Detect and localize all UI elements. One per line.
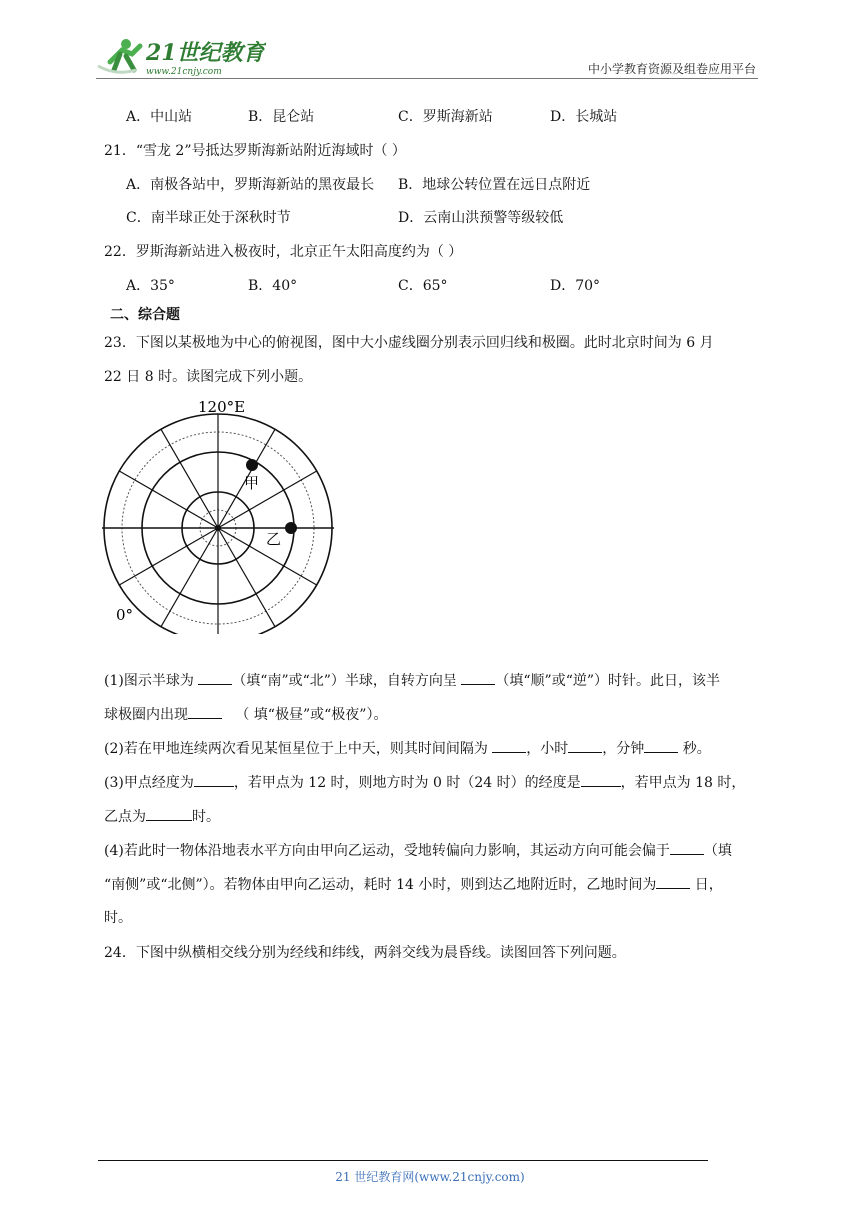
header-platform-text: 中小学教育资源及组卷应用平台 (587, 62, 756, 76)
q23-blank-6[interactable] (644, 740, 678, 753)
q20-option-d: D．长城站 (550, 109, 618, 125)
q21-option-d: D．云南山洪预警等级较低 (398, 210, 564, 226)
q20-option-b: B．昆仑站 (248, 109, 315, 125)
q23-blank-5[interactable] (568, 740, 602, 753)
footer-site-text: 21 世纪教育网(www.21cnjy.com) (335, 1170, 525, 1184)
meridian-line (218, 471, 317, 528)
q23-blank-11[interactable] (656, 876, 690, 889)
q23-blank-3[interactable] (188, 706, 222, 719)
q21-option-a: A．南极各站中，罗斯海新站的黑夜最长 (126, 177, 375, 193)
svg-text:21世纪教育: 21世纪教育 (146, 40, 265, 66)
q23-stem-line2: 22 日 8 时。读图完成下列小题。 (104, 369, 313, 385)
meridian-line (119, 528, 218, 585)
header-divider (96, 78, 758, 79)
q22-option-d: D．70° (550, 278, 601, 294)
q22-option-c: C．65° (398, 278, 448, 294)
q23-sub3-line2: 乙点为 时。 (104, 809, 220, 825)
point-jia-label: 甲 (244, 474, 260, 492)
footer-divider (98, 1160, 708, 1161)
q23-sub2: (2)若在甲地连续两次看见某恒星位于上中天，则其时间间隔为 ，小时 ，分钟 秒。 (104, 741, 711, 757)
q21-option-c: C．南半球正处于深秋时节 (126, 210, 291, 226)
q23-sub1-line2: 球极圈内出现 （ 填“极昼”或“极夜”）。 (104, 707, 388, 723)
q22-option-b: B．40° (248, 278, 298, 294)
q20-option-c: C．罗斯海新站 (398, 109, 493, 125)
meridian-line (119, 471, 218, 528)
point-yi-marker (285, 522, 297, 534)
q21-stem: 21．“雪龙 2”号抵达罗斯海新站附近海域时（ ） (104, 143, 406, 159)
q23-blank-9[interactable] (146, 808, 192, 821)
q23-sub4-line2: “南侧”或“北侧”）。若物体由甲向乙运动，耗时 14 小时，则到达乙地附近时，乙地时间为 日， (104, 877, 723, 893)
polar-view-diagram (98, 394, 338, 634)
q20-option-a: A．中山站 (126, 109, 193, 125)
q23-blank-1[interactable] (198, 672, 232, 685)
q22-stem: 22．罗斯海新站进入极夜时，北京正午太阳高度约为（ ） (104, 244, 463, 260)
q21-option-b: B．地球公转位置在远日点附近 (398, 177, 591, 193)
q23-blank-2[interactable] (461, 672, 495, 685)
point-jia-marker (246, 459, 258, 471)
label-120e: 120°E (198, 398, 246, 416)
q23-sub3-line1: (3)甲点经度为 ，若甲点为 12 时，则地方时为 0 时（24 时）的经度是 ，若甲点为 18 时， (104, 775, 746, 791)
point-yi-label: 乙 (266, 530, 282, 548)
q24-stem: 24．下图中纵横相交线分别为经线和纬线，两斜交线为晨昏线。读图回答下列问题。 (104, 945, 626, 961)
svg-text:www.21cnjy.com: www.21cnjy.com (146, 67, 222, 77)
q23-stem-line1: 23．下图以某极地为中心的俯视图，图中大小虚线圈分别表示回归线和极圈。此时北京时间为 6 月 (104, 335, 714, 351)
q23-sub1-line1: (1)图示半球为 （填“南”或“北”）半球，自转方向呈 （填“顺”或“逆”）时针。此日，该半 (104, 673, 721, 689)
meridian-line (161, 528, 218, 627)
meridian-line (161, 429, 218, 528)
q23-blank-4[interactable] (492, 740, 526, 753)
q23-sub4-line3: 时。 (104, 910, 132, 926)
q22-option-a: A．35° (126, 278, 175, 294)
section-title: 二、综合题 (110, 307, 180, 323)
q23-sub4-line1: (4)若此时一物体沿地表水平方向由甲向乙运动，受地转偏向力影响，其运动方向可能会偏于 （填 (104, 843, 732, 859)
site-logo (96, 36, 266, 80)
q23-blank-7[interactable] (194, 774, 234, 787)
runner-logo-icon (96, 36, 266, 80)
q23-blank-8[interactable] (581, 774, 621, 787)
label-0-degree: 0° (116, 606, 134, 624)
q23-blank-10[interactable] (670, 842, 704, 855)
